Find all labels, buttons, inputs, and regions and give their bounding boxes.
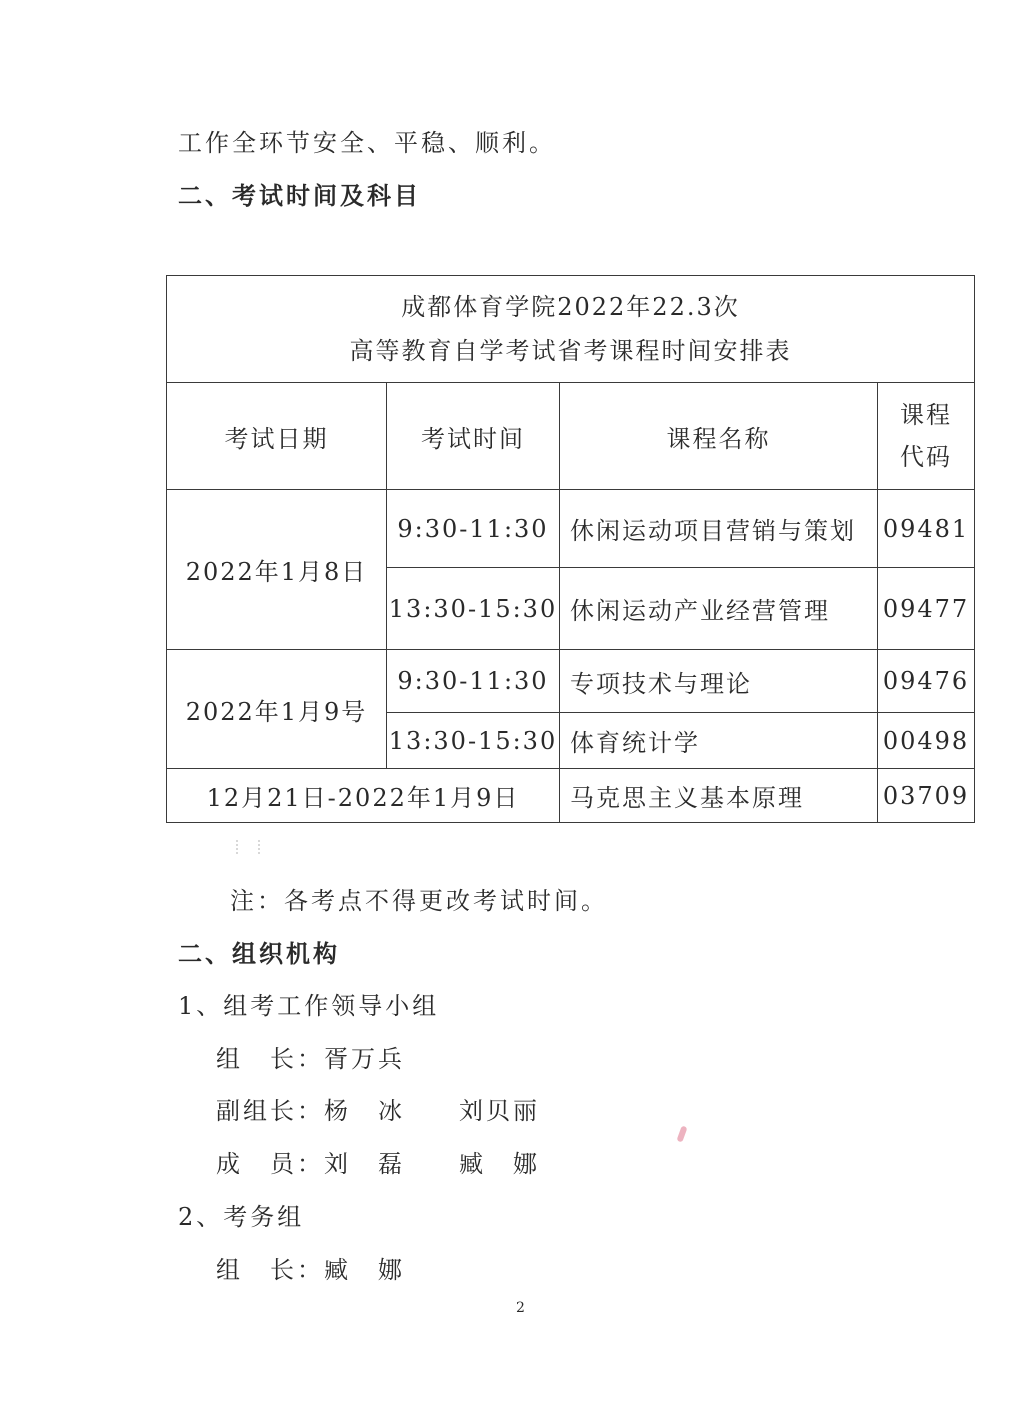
page-number: 2	[516, 1300, 525, 1316]
row-course: 休闲运动项目营销与策划	[560, 490, 878, 568]
header-code-line-1: 课程	[900, 401, 952, 429]
ink-smudge	[676, 1125, 687, 1142]
row-code: 00498	[878, 713, 975, 769]
row-date: 2022年1月8日	[167, 490, 387, 650]
row-code: 09476	[878, 650, 975, 713]
header-code	[878, 383, 975, 490]
row-course: 休闲运动产业经营管理	[560, 568, 878, 650]
note-line: 注：各考点不得更改考试时间。	[230, 887, 608, 915]
table-title-line-2: 高等教育自学考试省考课程时间安排表	[349, 337, 792, 365]
row-time: 13:30-15:30	[387, 568, 560, 650]
group1-deputy: 副组长：杨 冰 刘贝丽	[216, 1097, 540, 1125]
table-row	[167, 769, 975, 823]
header-date: 考试日期	[167, 383, 387, 490]
row-course: 专项技术与理论	[560, 650, 878, 713]
row-course: 体育统计学	[560, 713, 878, 769]
group1-leader: 组 长：胥万兵	[216, 1045, 405, 1073]
table-row	[167, 490, 975, 568]
table-title-line-1: 成都体育学院2022年22.3次	[401, 293, 740, 321]
exam-schedule-table	[166, 275, 975, 823]
group1-title: 1、组考工作领导小组	[178, 992, 440, 1020]
section-heading-exam: 二、考试时间及科目	[178, 182, 421, 210]
row-code: 09477	[878, 568, 975, 650]
scan-mark	[236, 840, 260, 854]
header-time: 考试时间	[387, 383, 560, 490]
table-row	[167, 650, 975, 713]
row-course: 马克思主义基本原理	[560, 769, 878, 823]
row-time: 9:30-11:30	[387, 650, 560, 713]
row-code: 03709	[878, 769, 975, 823]
group2-leader: 组 长：臧 娜	[216, 1256, 405, 1284]
intro-line: 工作全环节安全、平稳、顺利。	[178, 129, 556, 157]
group2-title: 2、考务组	[178, 1203, 305, 1231]
row-date-span: 12月21日-2022年1月9日	[167, 769, 560, 823]
row-date: 2022年1月9号	[167, 650, 387, 769]
table-header-row	[167, 383, 975, 490]
row-time: 13:30-15:30	[387, 713, 560, 769]
section-heading-org: 二、组织机构	[178, 940, 340, 968]
header-code-line-2: 代码	[900, 443, 952, 471]
header-course: 课程名称	[560, 383, 878, 490]
group1-members: 成 员：刘 磊 臧 娜	[216, 1150, 540, 1178]
table-title	[167, 276, 975, 383]
row-time: 9:30-11:30	[387, 490, 560, 568]
row-code: 09481	[878, 490, 975, 568]
